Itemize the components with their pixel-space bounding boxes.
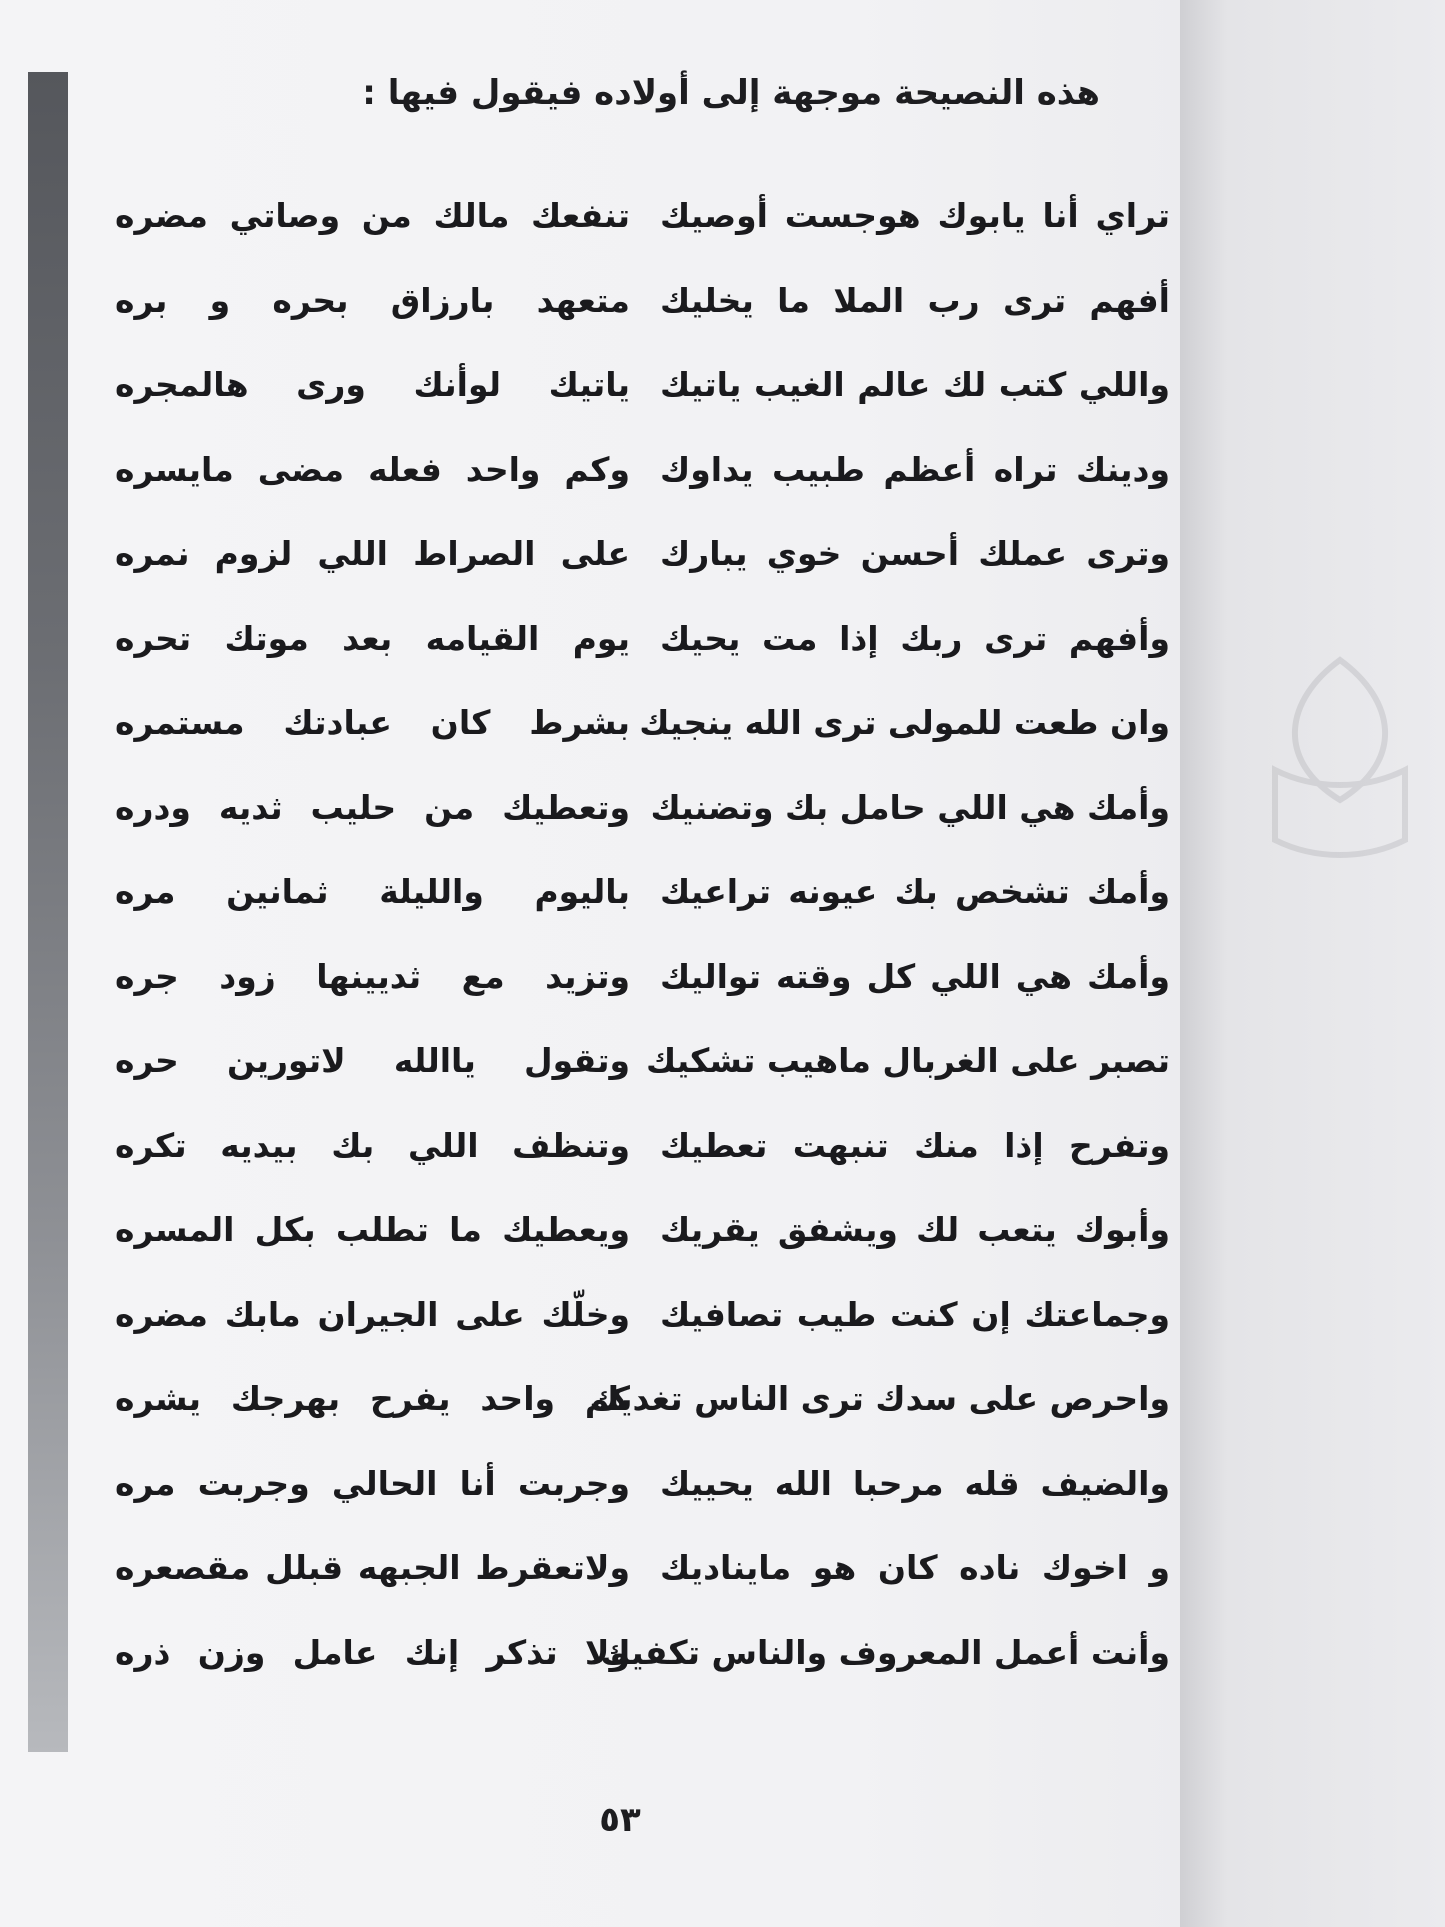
second-hemistich: وخلّك على الجيران مابك مضره	[115, 1294, 630, 1334]
second-hemistich: ولاتعقرط الجبهه قبلل مقصعره	[115, 1548, 630, 1587]
first-hemistich: وترى عملك أحسن خوي يبارك	[660, 534, 1170, 573]
second-hemistich: ولا تذكر إنك عامل وزن ذره	[115, 1632, 630, 1672]
poem-heading: هذه النصيحة موجهة إلى أولاده فيقول فيها :	[362, 73, 1100, 113]
second-hemistich: كم واحد يفرح بهرجك يشره	[115, 1379, 630, 1418]
verse-line	[60, 1116, 1170, 1201]
first-hemistich: والضيف قله مرحبا الله يحييك	[660, 1463, 1170, 1503]
verse-line	[60, 609, 1170, 694]
verse-line	[60, 1623, 1170, 1708]
verse-line	[60, 1369, 1170, 1454]
second-hemistich: وتعطيك من حليب ثديه ودره	[115, 787, 630, 827]
first-hemistich: وجماعتك إن كنت طيب تصافيك	[660, 1294, 1170, 1334]
verse-line	[60, 1031, 1170, 1116]
poem-body	[60, 186, 1170, 1707]
first-hemistich: تراي أنا يابوك هوجست أوصيك	[660, 196, 1170, 235]
verse-line	[60, 440, 1170, 525]
first-hemistich: وأمك هي اللي حامل بك وتضنيك	[650, 787, 1170, 827]
second-hemistich: على الصراط اللي لزوم نمره	[115, 534, 630, 573]
verse-line	[60, 947, 1170, 1032]
second-hemistich: باليوم والليلة ثمانين مره	[115, 872, 630, 911]
verse-line	[60, 1454, 1170, 1539]
first-hemistich: وأمك تشخص بك عيونه تراعيك	[660, 872, 1170, 911]
first-hemistich: وأفهم ترى ربك إذا مت يحيك	[660, 618, 1170, 658]
first-hemistich: أفهم ترى رب الملا ما يخليك	[660, 280, 1170, 320]
second-hemistich: وتقول ياالله لاتورين حره	[115, 1041, 630, 1080]
second-hemistich: بشرط كان عبادتك مستمره	[115, 703, 630, 742]
first-hemistich: وأبوك يتعب لك ويشفق يقريك	[660, 1210, 1170, 1249]
adjacent-page-shadow	[1180, 0, 1445, 1927]
verse-line	[60, 693, 1170, 778]
verse-line	[60, 862, 1170, 947]
verse-line	[60, 186, 1170, 271]
verse-line	[60, 524, 1170, 609]
second-hemistich: ياتيك لوأنك ورى هالمجره	[115, 365, 630, 404]
second-hemistich: وجربت أنا الحالي وجربت مره	[115, 1463, 630, 1503]
first-hemistich: وتفرح إذا منك تنبهت تعطيك	[660, 1125, 1170, 1165]
first-hemistich: و اخوك ناده كان هو مايناديك	[660, 1548, 1170, 1587]
second-hemistich: وكم واحد فعله مضى مايسره	[115, 449, 630, 489]
first-hemistich: وأمك هي اللي كل وقته تواليك	[660, 956, 1170, 996]
second-hemistich: يوم القيامه بعد موتك تحره	[115, 618, 630, 658]
verse-line	[60, 1538, 1170, 1623]
first-hemistich: واللي كتب لك عالم الغيب ياتيك	[660, 365, 1170, 404]
verse-line	[60, 1285, 1170, 1370]
first-hemistich: واحرص على سدك ترى الناس تغديك	[589, 1379, 1170, 1418]
first-hemistich: وان طعت للمولى ترى الله ينجيك	[639, 703, 1170, 742]
second-hemistich: وتزيد مع ثديينها زود جره	[115, 956, 630, 996]
page-number: ٥٣	[599, 1800, 641, 1840]
second-hemistich: تنفعك مالك من وصاتي مضره	[115, 196, 630, 235]
second-hemistich: متعهد بارزاق بحره و بره	[115, 280, 630, 320]
second-hemistich: ويعطيك ما تطلب بكل المسره	[115, 1210, 630, 1249]
verse-line	[60, 355, 1170, 440]
first-hemistich: ودينك تراه أعظم طبيب يداوك	[660, 449, 1170, 489]
verse-line	[60, 778, 1170, 863]
verse-line	[60, 1200, 1170, 1285]
first-hemistich: وأنت أعمل المعروف والناس تكفيك	[600, 1632, 1170, 1672]
first-hemistich: تصبر على الغربال ماهيب تشكيك	[645, 1041, 1170, 1080]
verse-line	[60, 271, 1170, 356]
second-hemistich: وتنظف اللي بك بيديه تكره	[115, 1125, 630, 1165]
ornament-icon	[1245, 640, 1435, 890]
